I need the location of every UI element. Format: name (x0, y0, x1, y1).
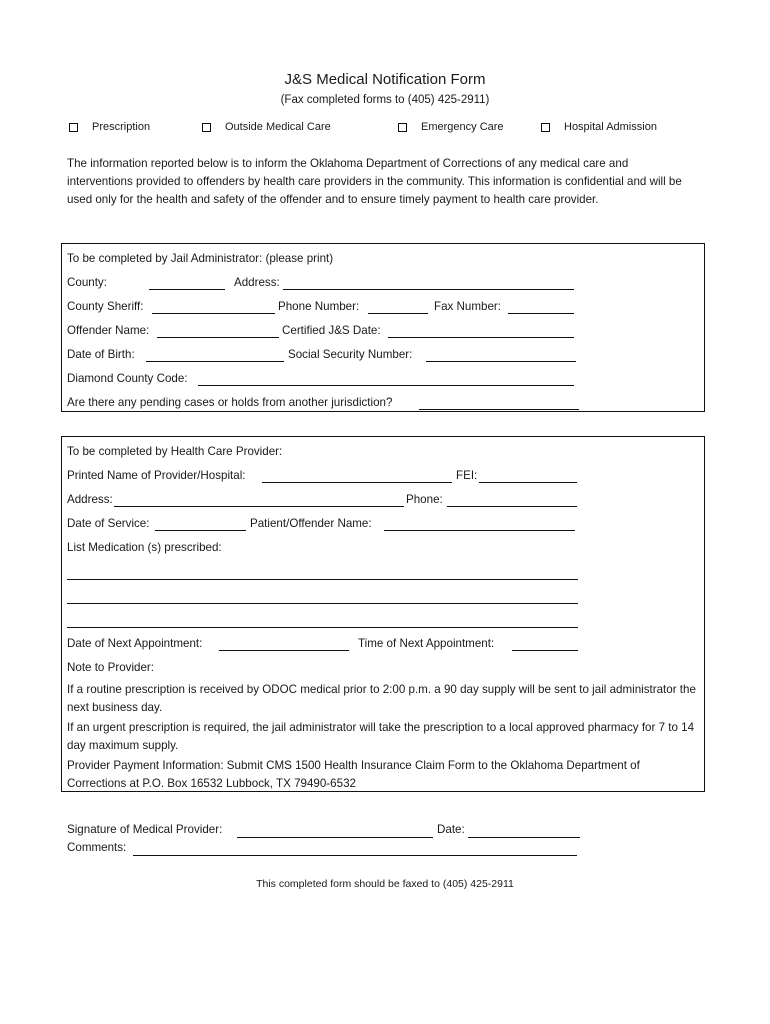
checkbox-square-icon[interactable] (69, 123, 78, 132)
checkbox-hospital-admission[interactable] (541, 121, 657, 133)
fei-label: FEI: (456, 469, 478, 482)
checkbox-square-icon[interactable] (541, 123, 550, 132)
printed-name-label: Printed Name of Provider/Hospital: (67, 469, 246, 482)
checkbox-square-icon[interactable] (202, 123, 211, 132)
signature-label: Signature of Medical Provider: (67, 823, 223, 836)
provider-phone-field[interactable] (447, 494, 577, 507)
diamond-code-label: Diamond County Code: (67, 372, 188, 385)
health-care-provider-section (61, 436, 705, 792)
diamond-code-field[interactable] (198, 373, 574, 386)
intro-paragraph: The information reported below is to inform the Oklahoma Department of Corrections of any medical care and interventions provided to offenders by health care providers in the community. This information is confidential and will be used only for the health and safety of the offender and to ensure timely payment to health care provider. (67, 157, 682, 206)
form-title: J&S Medical Notification Form (284, 71, 486, 88)
dob-field[interactable] (146, 349, 284, 362)
next-appointment-date-label: Date of Next Appointment: (67, 637, 203, 650)
section-heading: To be completed by Jail Administrator: (please print) (67, 252, 334, 265)
next-appointment-time-label: Time of Next Appointment: (358, 637, 495, 650)
checkbox-label: Emergency Care (421, 121, 504, 133)
dob-label: Date of Birth: (67, 348, 135, 361)
next-appointment-date-field[interactable] (219, 638, 349, 651)
checkbox-emergency-care[interactable] (398, 121, 504, 133)
checkbox-label: Outside Medical Care (225, 121, 331, 133)
medication-line-2[interactable] (67, 591, 578, 604)
address-field[interactable] (283, 277, 574, 290)
pending-cases-field[interactable] (419, 397, 579, 410)
offender-name-label: Offender Name: (67, 324, 150, 337)
date-of-service-field[interactable] (155, 518, 246, 531)
sheriff-label: County Sheriff: (67, 300, 144, 313)
js-date-label: Certified J&S Date: (282, 324, 381, 337)
form-subtitle: (Fax completed forms to (405) 425-2911) (280, 94, 490, 106)
phone-field[interactable] (368, 301, 428, 314)
medication-line-1[interactable] (67, 567, 578, 580)
js-date-field[interactable] (388, 325, 574, 338)
ssn-label: Social Security Number: (288, 348, 413, 361)
note-urgent: If an urgent prescription is required, the jail administrator will take the prescription to a local approved pharmacy for 7 to 14 day maximum supply. (67, 721, 695, 752)
ssn-field[interactable] (426, 349, 576, 362)
footer-note: This completed form should be faxed to (405) 425-2911 (256, 878, 514, 890)
medication-line-3[interactable] (67, 615, 578, 628)
sheriff-field[interactable] (152, 301, 275, 314)
address-label: Address: (234, 276, 280, 289)
jail-administrator-section (61, 243, 705, 412)
checkbox-prescription[interactable] (69, 121, 150, 133)
checkbox-label: Prescription (92, 121, 151, 133)
comments-field[interactable] (133, 843, 577, 856)
checkbox-label: Hospital Admission (564, 121, 657, 133)
printed-name-field[interactable] (262, 470, 452, 483)
pending-cases-label: Are there any pending cases or holds from another jurisdiction? (67, 396, 393, 409)
fax-label: Fax Number: (434, 300, 502, 313)
payment-information: Provider Payment Information: Submit CMS 1500 Health Insurance Claim Form to the Oklahoma Department of Corrections at P.O. Box 16532 Lubbock, TX 79490-6532 (67, 759, 640, 790)
section-heading: To be completed by Health Care Provider: (67, 445, 283, 458)
next-appointment-time-field[interactable] (512, 638, 578, 651)
county-label: County: (67, 276, 107, 289)
county-field[interactable] (149, 277, 225, 290)
patient-name-field[interactable] (384, 518, 575, 531)
provider-address-label: Address: (67, 493, 113, 506)
note-to-provider-title: Note to Provider: (67, 661, 154, 674)
checkbox-outside-medical-care[interactable] (202, 121, 331, 133)
signature-field[interactable] (237, 825, 433, 838)
comments-label: Comments: (67, 841, 127, 854)
phone-label: Phone Number: (278, 300, 360, 313)
list-medication-label: List Medication (s) prescribed: (67, 541, 222, 554)
provider-address-field[interactable] (114, 494, 404, 507)
fei-field[interactable] (479, 470, 577, 483)
fax-field[interactable] (508, 301, 574, 314)
patient-name-label: Patient/Offender Name: (250, 517, 372, 530)
checkbox-square-icon[interactable] (398, 123, 407, 132)
date-of-service-label: Date of Service: (67, 517, 150, 530)
note-routine: If a routine prescription is received by ODOC medical prior to 2:00 p.m. a 90 day supply will be sent to jail administrator the next business day. (67, 683, 696, 714)
offender-name-field[interactable] (157, 325, 279, 338)
provider-phone-label: Phone: (406, 493, 443, 506)
signature-date-label: Date: (437, 823, 465, 836)
signature-date-field[interactable] (468, 825, 580, 838)
